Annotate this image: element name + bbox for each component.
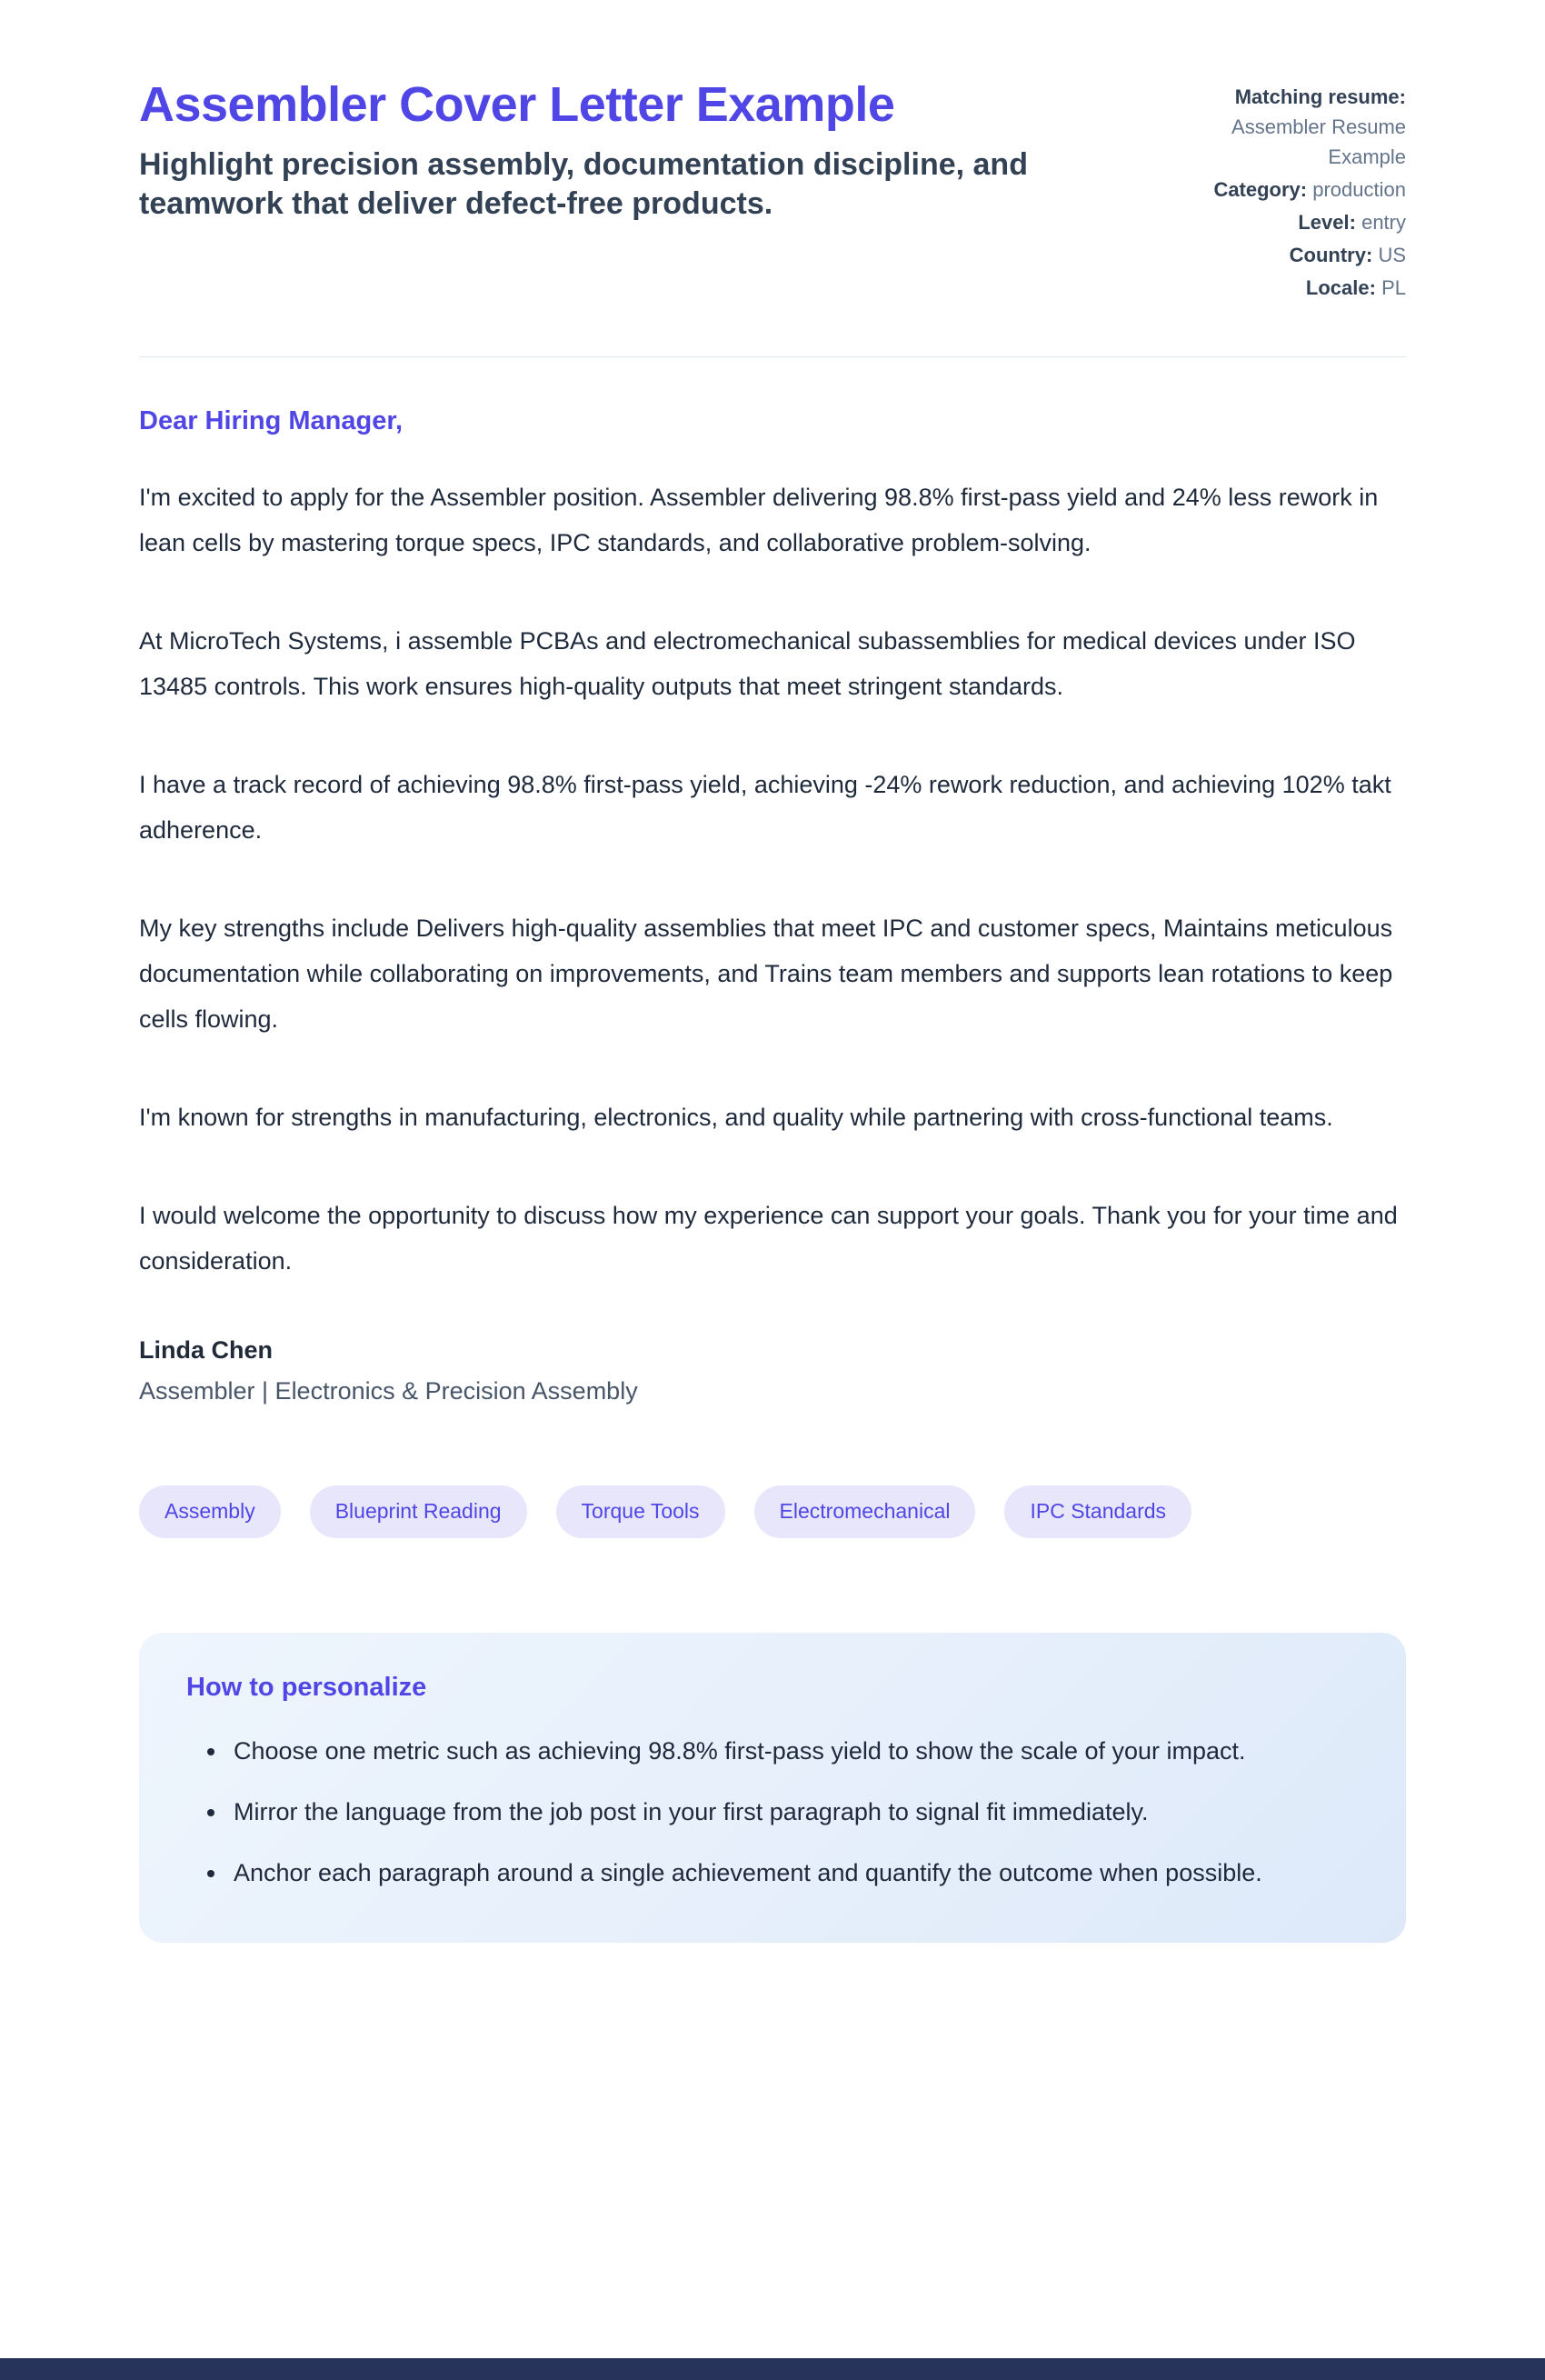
page-subtitle: Highlight precision assembly, documentation discipline, and teamwork that deliver defect-free products. — [139, 147, 1028, 221]
meta-label: Matching resume: — [1234, 85, 1406, 108]
meta-value: Assembler Resume Example — [1231, 115, 1406, 168]
footer-bar — [0, 2358, 1545, 2380]
meta-label: Category: — [1213, 178, 1308, 201]
letter-paragraph: I would welcome the opportunity to discuss how my experience can support your goals. Thank you for your time and consideration. — [139, 1202, 1398, 1275]
content-column — [139, 0, 1406, 1979]
personalize-tip: • Mirror the language from the job post in your first paragraph to signal fit immediately. — [228, 1789, 1359, 1835]
title-block — [139, 76, 1048, 223]
signature-name: Linda Chen — [139, 1336, 273, 1364]
meta-value: PL — [1381, 276, 1406, 299]
meta-row-category — [1179, 175, 1406, 205]
personalize-box — [139, 1633, 1406, 1943]
letter-paragraph: I have a track record of achieving 98.8% first-pass yield, achieving -24% rework reduction, and achieving 102% takt adherence. — [139, 771, 1391, 844]
letter-paragraph: I'm excited to apply for the Assembler position. Assembler delivering 98.8% first-pass yield and 24% less rework in lean cells by mastering torque specs, IPC standards, and collaborative problem-solving. — [139, 484, 1379, 556]
personalize-tip: • Anchor each paragraph around a single achievement and quantify the outcome when possible. — [228, 1850, 1359, 1895]
resume-meta — [1179, 76, 1406, 305]
meta-row-level — [1179, 207, 1406, 237]
skill-tag: Electromechanical — [754, 1485, 976, 1538]
skill-tag: Blueprint Reading — [310, 1485, 527, 1538]
letter-body — [139, 406, 1406, 1405]
letter-paragraph: My key strengths include Delivers high-quality assemblies that meet IPC and customer specs, Maintains meticulous documentation while collaborating on improvements, and Trains team members and supports lean rotations to keep cells flowing. — [139, 915, 1393, 1033]
meta-value: US — [1378, 244, 1406, 266]
meta-row-country — [1179, 240, 1406, 270]
skill-tag: Assembly — [139, 1485, 281, 1538]
personalize-title: How to personalize — [186, 1672, 427, 1702]
page-title: Assembler Cover Letter Example — [139, 77, 895, 132]
letter-paragraph: I'm known for strengths in manufacturing, electronics, and quality while partnering with cross-functional teams. — [139, 1104, 1333, 1131]
header-divider — [139, 356, 1406, 357]
personalize-tip-list — [186, 1728, 1359, 1895]
meta-row-locale — [1179, 273, 1406, 303]
header — [139, 76, 1406, 305]
signature-block — [139, 1336, 1406, 1405]
personalize-tip: • Choose one metric such as achieving 98.8% first-pass yield to show the scale of your impact. — [228, 1728, 1359, 1774]
meta-value: production — [1312, 178, 1406, 201]
skill-tags — [139, 1485, 1406, 1538]
letter-paragraph: At MicroTech Systems, i assemble PCBAs and electromechanical subassemblies for medical devices under ISO 13485 controls. This work ensures high-quality outputs that meet stringent standards. — [139, 627, 1356, 700]
skill-tag: Torque Tools — [556, 1485, 725, 1538]
signature-title: Assembler | Electronics & Precision Assembly — [139, 1377, 638, 1405]
skill-tag: IPC Standards — [1004, 1485, 1191, 1538]
meta-row-matching-resume — [1179, 82, 1406, 172]
meta-value: entry — [1361, 211, 1406, 234]
meta-label: Locale: — [1305, 276, 1376, 299]
meta-label: Country: — [1289, 244, 1373, 266]
meta-label: Level: — [1298, 211, 1356, 234]
letter-greeting: Dear Hiring Manager, — [139, 406, 404, 435]
